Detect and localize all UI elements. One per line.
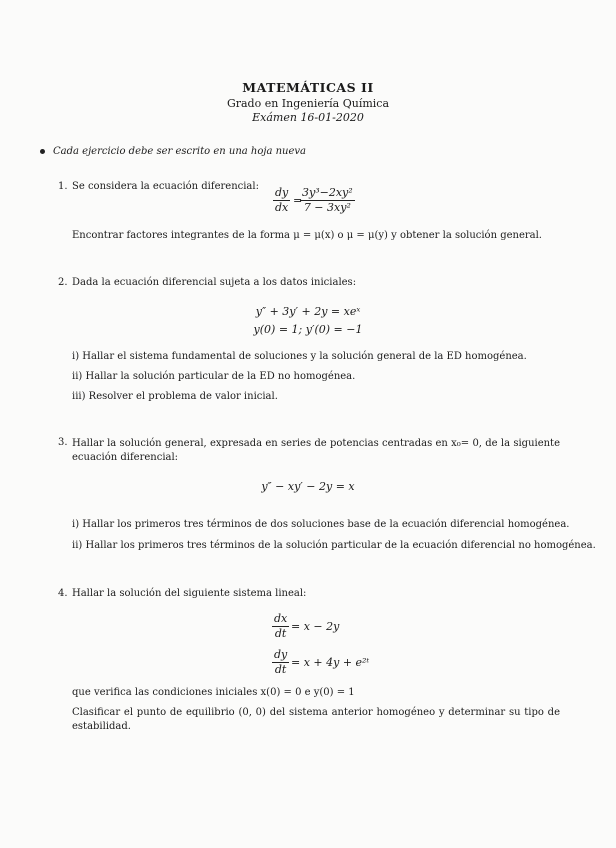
q1-lhs-denominator: dx [275,201,289,214]
q2-part-ii: ii) Hallar la solución particular de la ED no homogénea. [72,371,356,382]
q1-equals: = [293,194,303,207]
q2-intro: Dada la ecuación diferencial sujeta a los datos iniciales: [72,277,357,288]
q1-task: Encontrar factores integrantes de la forma μ = μ(x) o μ = μ(y) y obtener la solución general. [72,230,542,241]
q3-intro: Hallar la solución general, expresada en series de potencias centradas en x₀= 0, de la siguiente ecuación diferencial: [72,438,560,463]
q4-eq1-rhs: = x − 2y [291,620,340,633]
q4-classify: Clasificar el punto de equilibrio (0, 0) del sistema anterior homogéneo y determinar su tipo de estabilidad. [72,707,560,732]
q1-number: 1. [58,181,68,192]
q2-number: 2. [58,277,68,288]
instruction-note [40,146,306,157]
q4-eq2-rhs: = x + 4y + e²ᵗ [291,656,370,669]
q1-rhs-fraction [300,186,355,215]
degree-subtitle: Grado en Ingeniería Química [226,97,390,110]
q4-eq2-fraction [272,648,289,677]
q4-conditions: que verifica las condiciones iniciales x(0) = 0 e y(0) = 1 [72,687,355,698]
q1-lhs-fraction [273,186,290,215]
exam-title: MATEMÁTICAS II [242,80,374,95]
q4-number: 4. [58,588,68,599]
q4-eq1-denominator: dt [274,627,287,640]
q3-equation: y″ − xy′ − 2y = x [261,480,355,493]
q2-part-iii: iii) Resolver el problema de valor inicial. [72,391,278,402]
q3-part-ii: ii) Hallar los primeros tres términos de la solución particular de la ecuación diferencial no homogénea. [72,540,596,551]
q1-intro: Se considera la ecuación diferencial: [72,181,259,192]
q2-initial-conditions: y(0) = 1; y′(0) = −1 [253,323,363,336]
q4-eq1-fraction [272,612,289,641]
q3-part-i: i) Hallar los primeros tres términos de dos soluciones base de la ecuación diferencial homogénea. [72,519,570,530]
q1-lhs-numerator: dy [275,186,289,199]
q2-part-i: i) Hallar el sistema fundamental de soluciones y la solución general de la ED homogénea. [72,351,527,362]
q3-number: 3. [58,437,68,448]
q4-eq1-numerator: dx [274,612,288,625]
exam-date: Exámen 16-01-2020 [252,111,364,124]
q4-intro: Hallar la solución del siguiente sistema lineal: [72,588,307,599]
q1-rhs-numerator: 3y³−2xy² [302,186,353,199]
q1-rhs-denominator: 7 − 3xy² [303,201,351,214]
bullet-icon [40,149,45,154]
instruction-text: Cada ejercicio debe ser escrito en una hoja nueva [53,146,307,157]
q4-eq2-numerator: dy [274,648,288,661]
q4-eq2-denominator: dt [274,663,287,676]
q2-equation: y″ + 3y′ + 2y = xeˣ [255,305,361,318]
